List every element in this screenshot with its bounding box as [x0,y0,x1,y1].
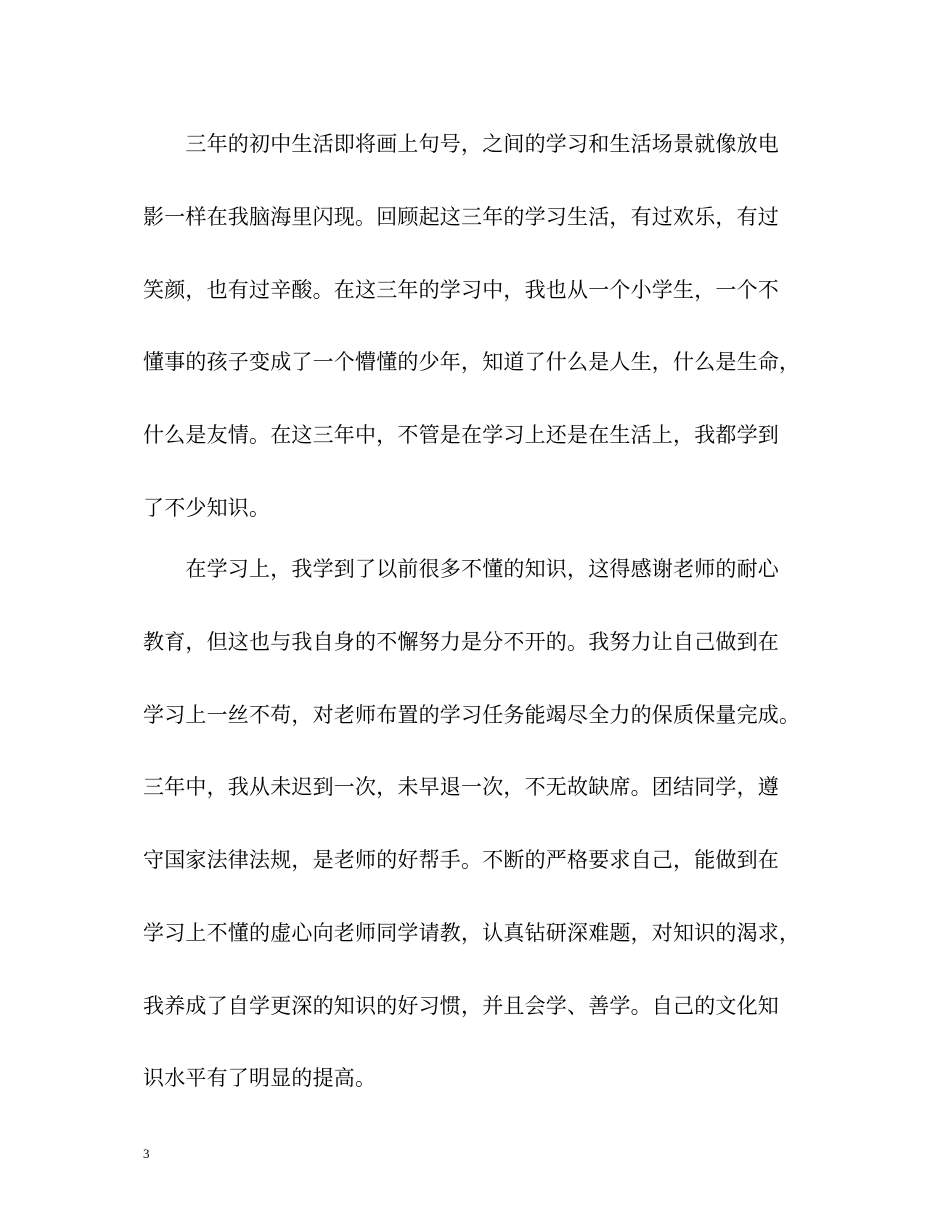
text-line: 了不少知识。 [143,496,271,520]
text-line: 学习上一丝不苟，对老师布置的学习任务能竭尽全力的保质保量完成。 [143,703,801,727]
text-line: 三年中，我从未迟到一次，未早退一次，不无故缺席。团结同学，遵 [143,775,779,799]
text-line: 我养成了自学更深的知识的好习惯，并且会学、善学。自己的文化知 [143,994,779,1018]
text-line: 在学习上，我学到了以前很多不懂的知识，这得感谢老师的耐心 [143,557,779,581]
text-line: 懂事的孩子变成了一个懵懂的少年，知道了什么是人生，什么是生命， [143,350,801,374]
page-number: 3 [143,1146,150,1161]
text-line: 三年的初中生活即将画上句号，之间的学习和生活场景就像放电 [143,132,779,156]
text-line: 笑颜，也有过辛酸。在这三年的学习中，我也从一个小学生，一个不 [143,278,779,302]
text-line: 教育，但这也与我自身的不懈努力是分不开的。我努力让自己做到在 [143,630,779,654]
text-line: 学习上不懂的虚心向老师同学请教，认真钻研深难题，对知识的渴求， [143,921,801,945]
text-line: 影一样在我脑海里闪现。回顾起这三年的学习生活，有过欢乐，有过 [143,205,779,229]
text-line: 识水平有了明显的提高。 [143,1066,377,1090]
text-line: 守国家法律法规，是老师的好帮手。不断的严格要求自己，能做到在 [143,848,779,872]
text-line: 什么是友情。在这三年中，不管是在学习上还是在生活上，我都学到 [143,423,779,447]
